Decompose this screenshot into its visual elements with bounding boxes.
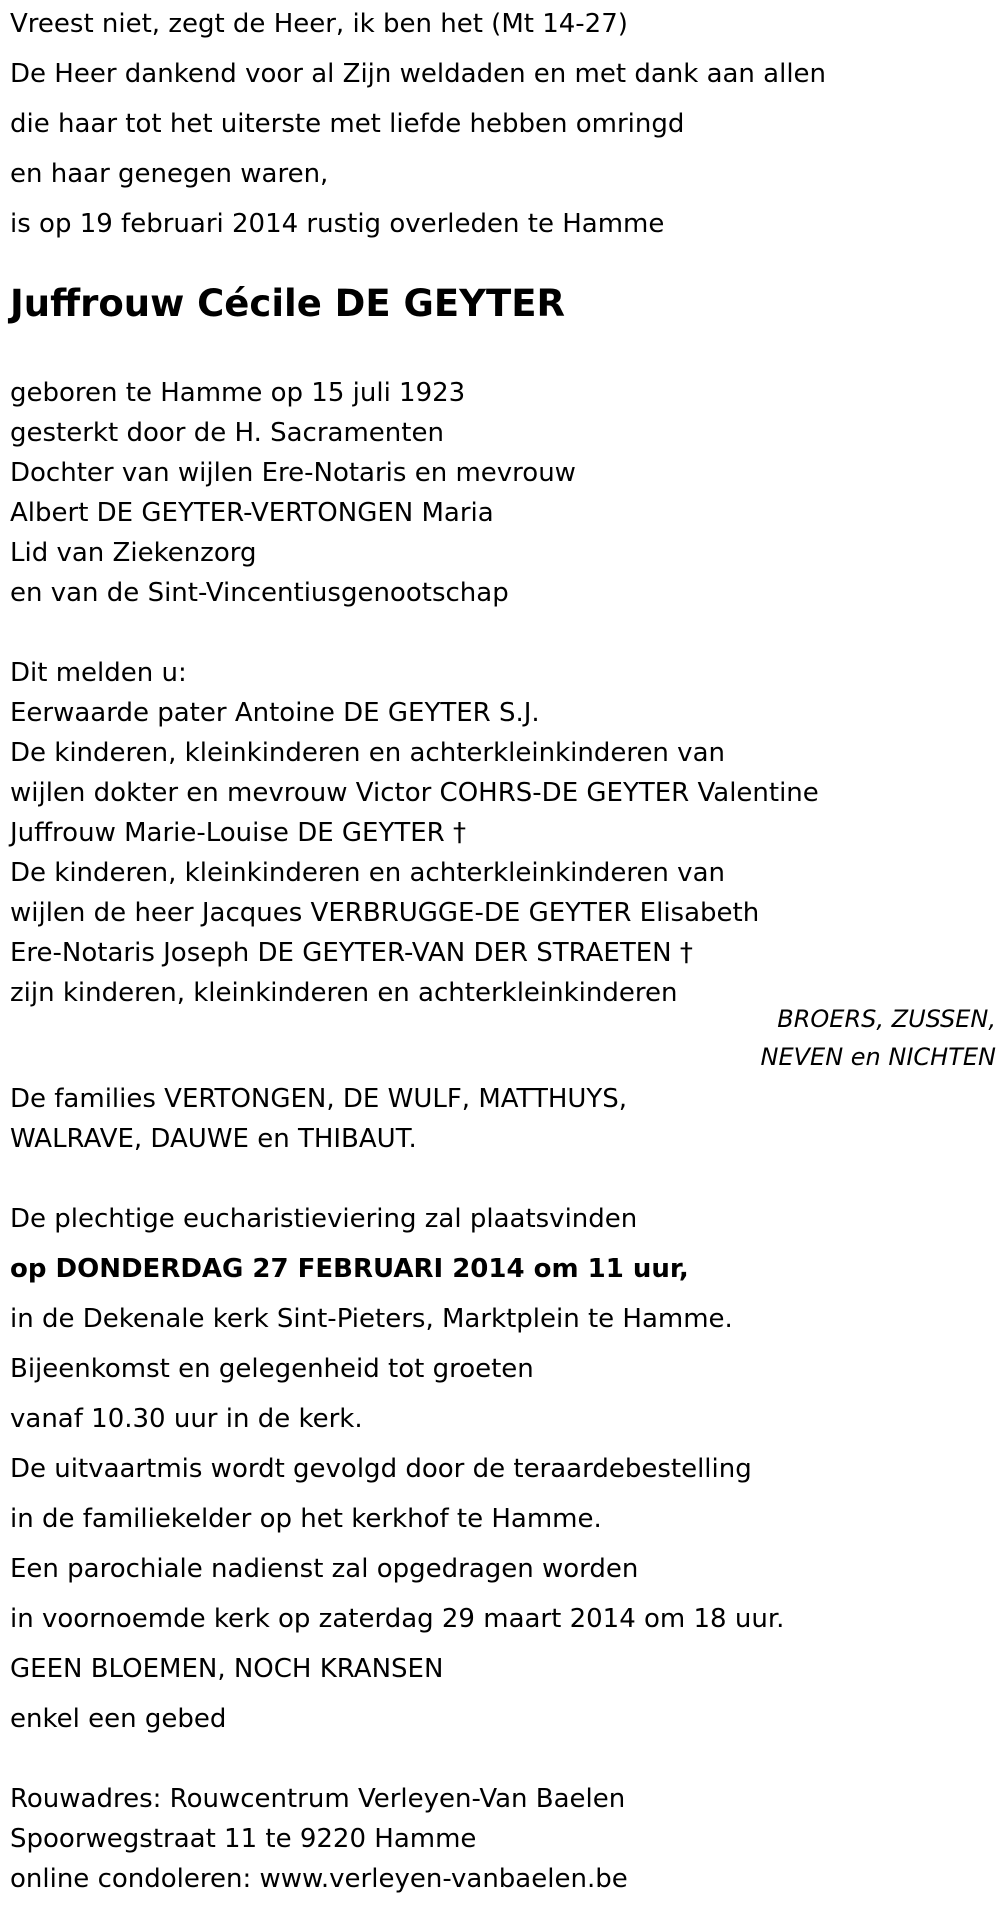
ceremony-line: vanaf 10.30 uur in de kerk. <box>10 1404 363 1434</box>
biography-line: geboren te Hamme op 15 juli 1923 <box>10 378 466 408</box>
announcer-line: Juffrouw Marie-Louise DE GEYTER † <box>10 818 467 848</box>
relatives-label-line: NEVEN en NICHTEN <box>760 1043 996 1071</box>
intro-line: en haar genegen waren, <box>10 159 329 189</box>
announcer-line: Dit melden u: <box>10 658 187 688</box>
biography-line: en van de Sint-Vincentiusgenootschap <box>10 578 509 608</box>
ceremony-line: in de Dekenale kerk Sint-Pieters, Marktplein te Hamme. <box>10 1304 733 1334</box>
families-line: WALRAVE, DAUWE en THIBAUT. <box>10 1124 417 1154</box>
announcer-line: zijn kinderen, kleinkinderen en achterkleinkinderen <box>10 978 678 1008</box>
biography-line: Albert DE GEYTER-VERTONGEN Maria <box>10 498 494 528</box>
announcer-line: Ere-Notaris Joseph DE GEYTER-VAN DER STRAETEN † <box>10 938 693 968</box>
ceremony-line: Een parochiale nadienst zal opgedragen worden <box>10 1554 639 1584</box>
contact-line: online condoleren: www.verleyen-vanbaelen.be <box>10 1864 628 1894</box>
biography-line: gesterkt door de H. Sacramenten <box>10 418 444 448</box>
biography-line: Dochter van wijlen Ere-Notaris en mevrouw <box>10 458 576 488</box>
biography-line: Lid van Ziekenzorg <box>10 538 257 568</box>
intro-line: die haar tot het uiterste met liefde hebben omringd <box>10 109 685 139</box>
ceremony-line: De uitvaartmis wordt gevolgd door de teraardebestelling <box>10 1454 752 1484</box>
contact-line: Rouwadres: Rouwcentrum Verleyen-Van Baelen <box>10 1784 626 1814</box>
intro-line: Vreest niet, zegt de Heer, ik ben het (Mt 14-27) <box>10 9 628 39</box>
contact-line: Spoorwegstraat 11 te 9220 Hamme <box>10 1824 477 1854</box>
ceremony-date-line: op DONDERDAG 27 FEBRUARI 2014 om 11 uur, <box>10 1254 689 1284</box>
deceased-name: Juffrouw Cécile DE GEYTER <box>10 282 565 325</box>
ceremony-line: in voornoemde kerk op zaterdag 29 maart 2014 om 18 uur. <box>10 1604 785 1634</box>
announcer-line: De kinderen, kleinkinderen en achterkleinkinderen van <box>10 738 725 768</box>
ceremony-line: De plechtige eucharistieviering zal plaatsvinden <box>10 1204 638 1234</box>
announcer-line: Eerwaarde pater Antoine DE GEYTER S.J. <box>10 698 540 728</box>
intro-line: De Heer dankend voor al Zijn weldaden en met dank aan allen <box>10 59 827 89</box>
families-line: De families VERTONGEN, DE WULF, MATTHUYS, <box>10 1084 628 1114</box>
ceremony-line: in de familiekelder op het kerkhof te Hamme. <box>10 1504 602 1534</box>
ceremony-line: enkel een gebed <box>10 1704 227 1734</box>
ceremony-line: Bijeenkomst en gelegenheid tot groeten <box>10 1354 534 1384</box>
relatives-label-line: BROERS, ZUSSEN, <box>777 1005 996 1033</box>
announcer-line: wijlen dokter en mevrouw Victor COHRS-DE GEYTER Valentine <box>10 778 819 808</box>
announcer-line: De kinderen, kleinkinderen en achterkleinkinderen van <box>10 858 725 888</box>
ceremony-line: GEEN BLOEMEN, NOCH KRANSEN <box>10 1654 444 1684</box>
announcer-line: wijlen de heer Jacques VERBRUGGE-DE GEYTER Elisabeth <box>10 898 760 928</box>
intro-line: is op 19 februari 2014 rustig overleden te Hamme <box>10 209 665 239</box>
